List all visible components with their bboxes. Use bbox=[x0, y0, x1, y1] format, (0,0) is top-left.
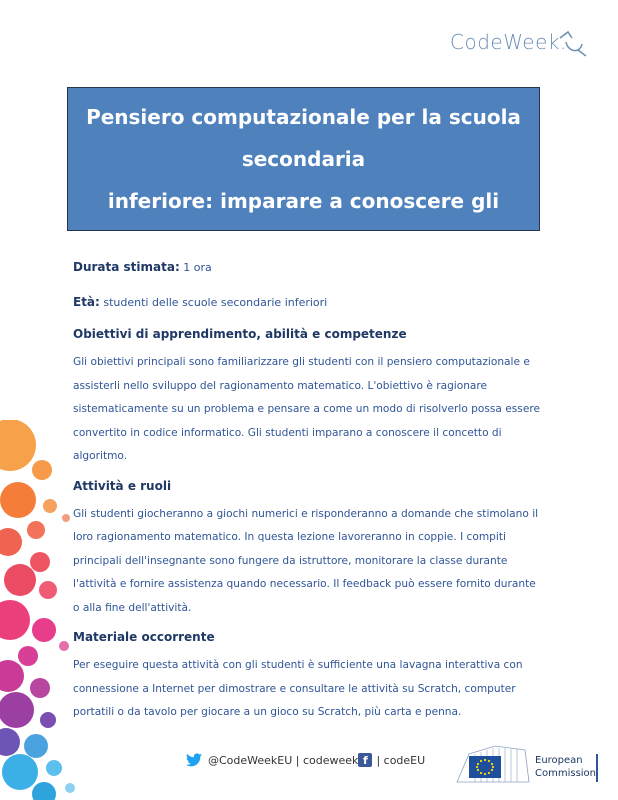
twitter-icon[interactable] bbox=[186, 753, 202, 767]
eu-divider bbox=[596, 754, 598, 782]
logo-text: CodeWeek. bbox=[450, 30, 567, 54]
twitter-handles[interactable]: @CodeWeekEU | codeweek bbox=[208, 753, 359, 767]
lesson-content bbox=[73, 257, 543, 725]
section-body-activities: Gli studenti giocheranno a giochi numerici e risponderanno a domande che stimolano il loro ragionamento matematico. In questa lezione lavoreranno in coppie. I compiti principali dell'insegnante sono fungere da istruttore, monitorare la classe durante l'attività e fornire assistenza quando necessario. Il feedback può essere fornito durante o alla fine dell'attività. bbox=[73, 507, 539, 614]
social-footer bbox=[186, 750, 425, 770]
age-label: Età: bbox=[73, 295, 100, 309]
section-heading-objectives: Obiettivi di apprendimento, abilità e competenze bbox=[73, 327, 407, 341]
duration-value: 1 ora bbox=[183, 261, 212, 274]
eu-line-2: Commission bbox=[535, 768, 597, 779]
codeweek-logo bbox=[450, 28, 590, 62]
section-heading-activities: Attività e ruoli bbox=[73, 478, 172, 493]
title-box bbox=[67, 87, 540, 255]
page-title bbox=[68, 88, 539, 264]
title-line-1: Pensiero computazionale per la scuola secondaria bbox=[86, 105, 521, 171]
decorative-dots bbox=[0, 420, 80, 800]
eu-commission-text bbox=[535, 754, 596, 780]
duration-label: Durata stimata: bbox=[73, 260, 180, 274]
section-body-objectives: Gli obiettivi principali sono familiarizzare gli studenti con il pensiero computazionale e assisterli nello sviluppo del ragionamento matematico. L'obiettivo è ragionare sistematicamente su un problema e pensare a come un modo di risolverlo possa essere convertito in codice informatico. Gli studenti imparano a conoscere il concetto di algoritmo. bbox=[73, 356, 540, 462]
duration-line bbox=[73, 257, 543, 278]
eu-building-flag-icon bbox=[455, 742, 533, 784]
facebook-icon[interactable]: f bbox=[358, 753, 372, 767]
eu-line-1: European bbox=[535, 755, 583, 766]
age-line bbox=[73, 292, 543, 313]
hashtag-text[interactable]: | codeEU bbox=[376, 753, 426, 767]
section-heading-materials: Materiale occorrente bbox=[73, 630, 215, 644]
age-value: studenti delle scuole secondarie inferiori bbox=[103, 296, 328, 309]
title-line-2: inferiore: imparare a conoscere gli algoritmi bbox=[107, 189, 500, 255]
code-tag-icon bbox=[554, 28, 588, 58]
european-commission-logo bbox=[455, 742, 605, 784]
section-body-materials: Per eseguire questa attività con gli studenti è sufficiente una lavagna interattiva con connessione a Internet per dimostrare e consultare le attività su Scratch, computer portatili o da tavolo per giocare a un gioco su Scratch, più carta e penna. bbox=[73, 659, 523, 718]
